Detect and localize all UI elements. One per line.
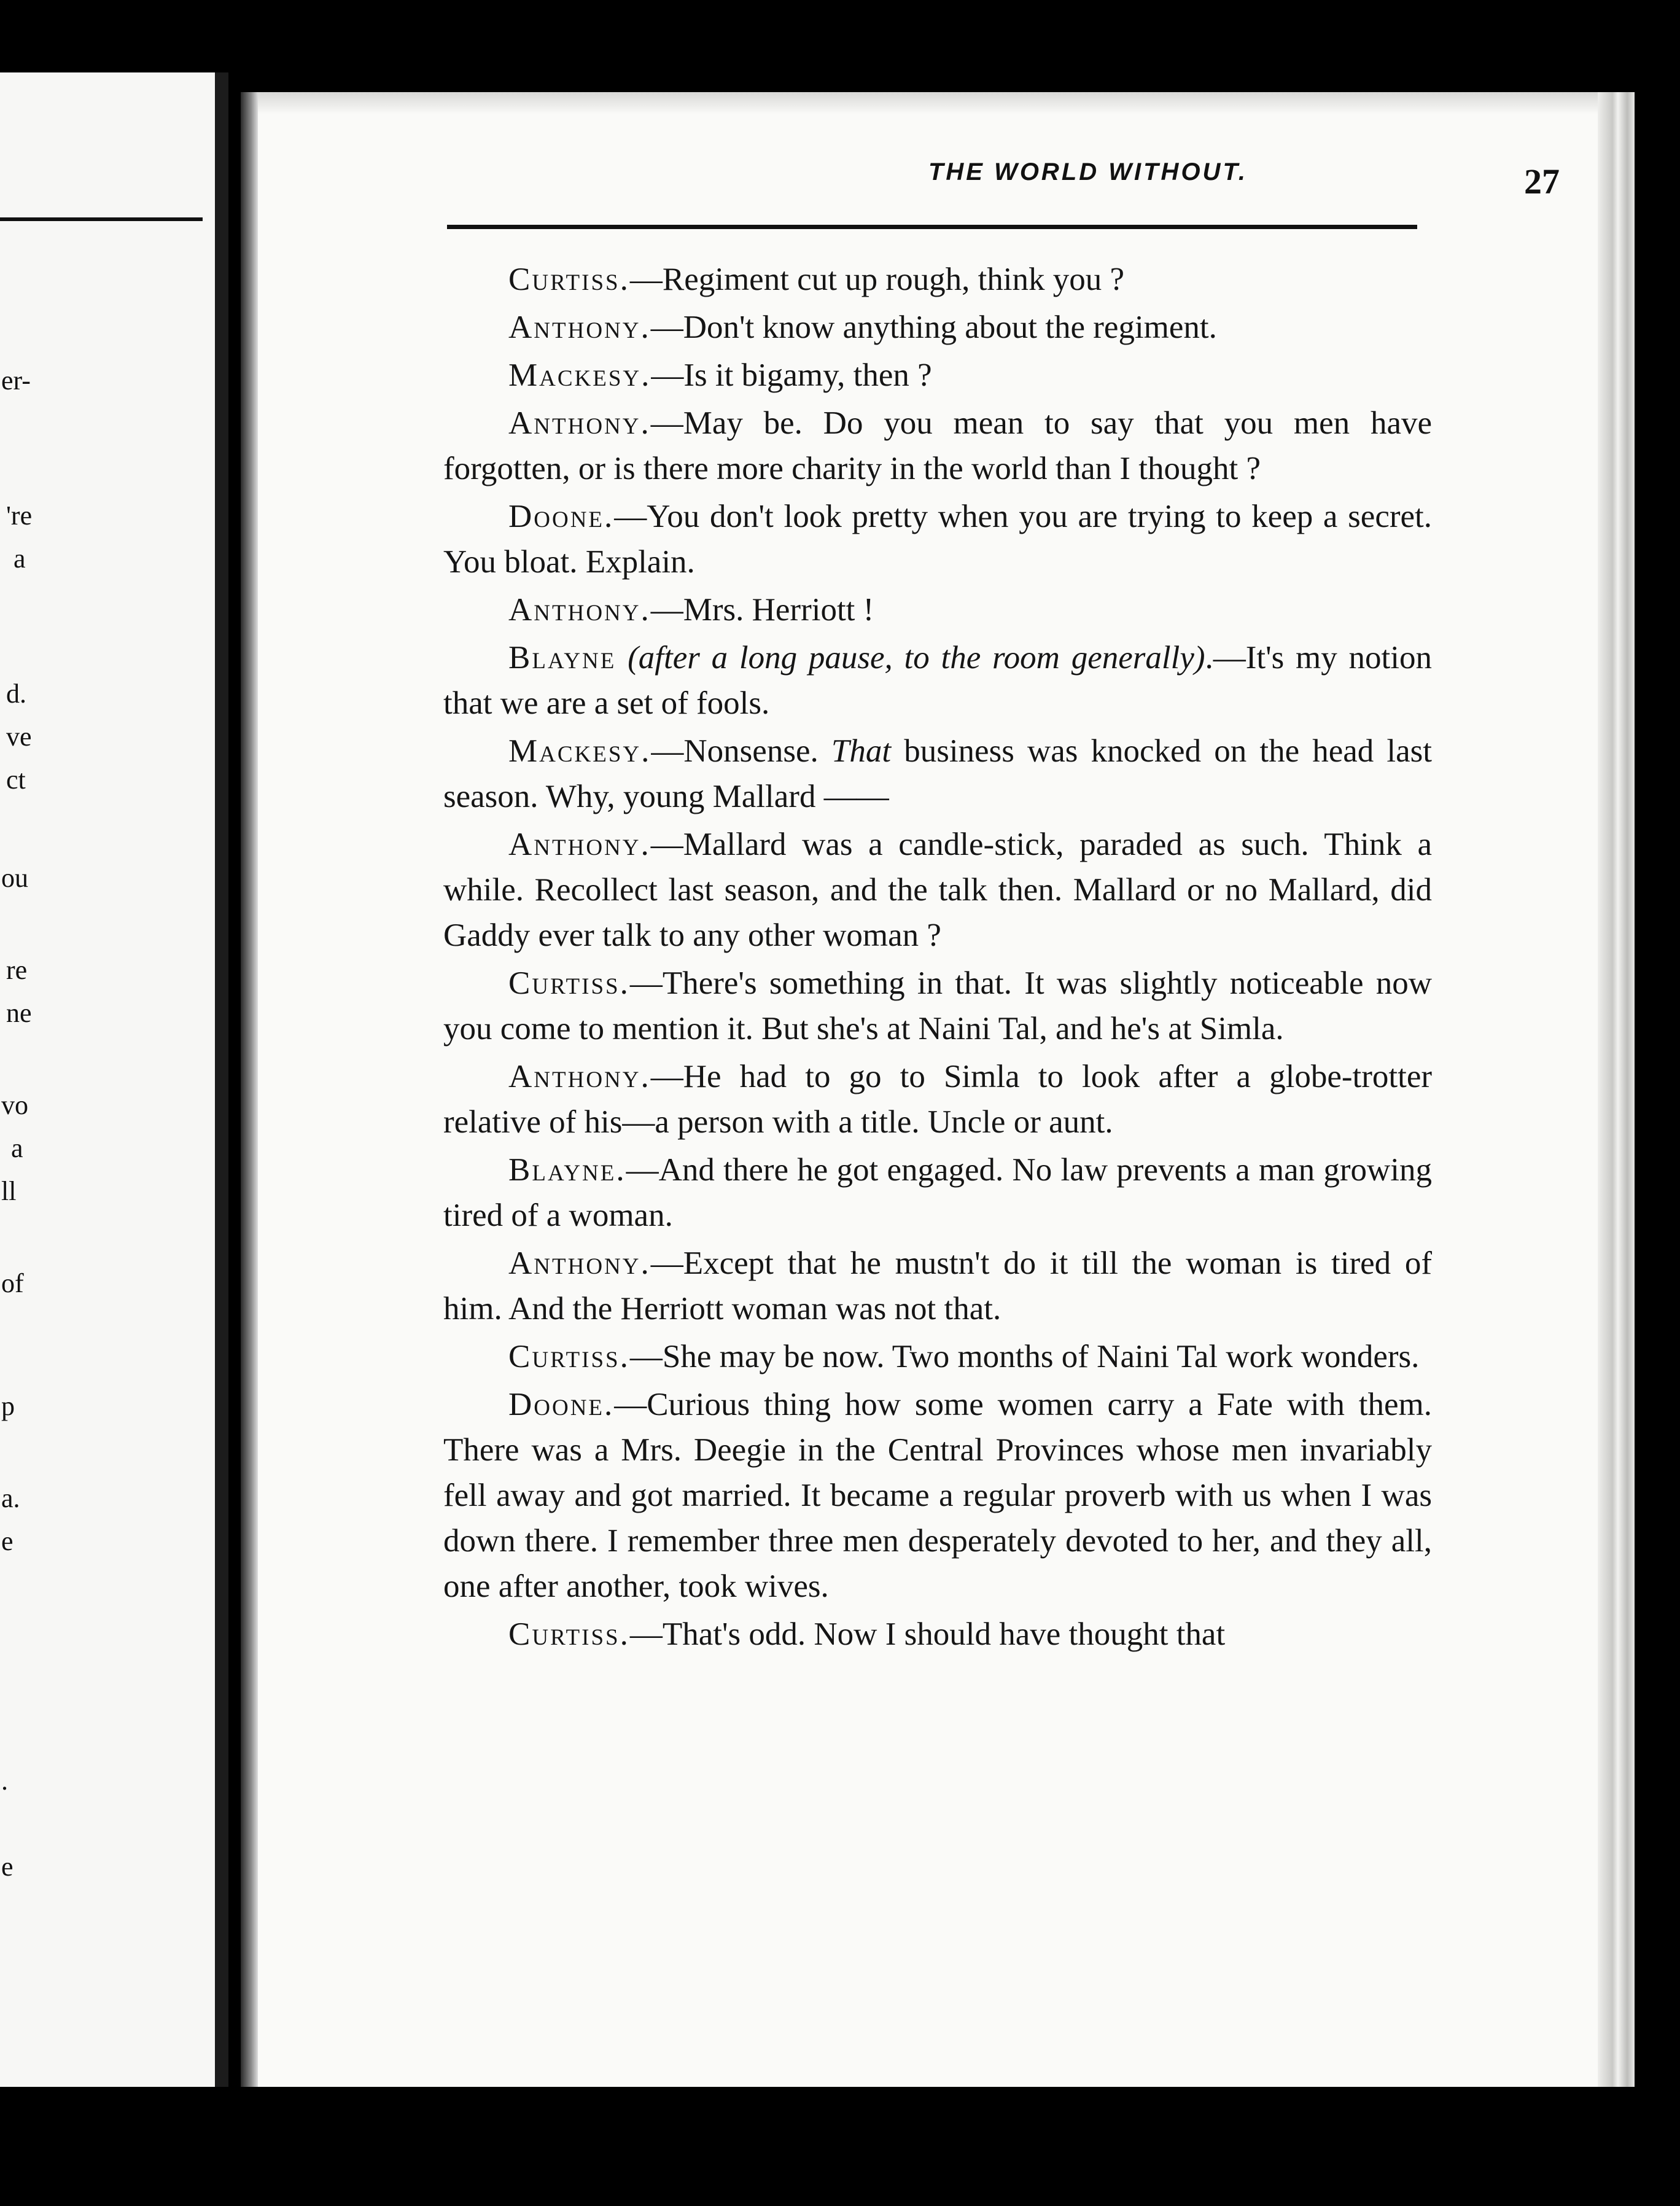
book-page [241,92,1635,2087]
facing-page-fragment: 're [6,501,33,531]
dialogue-paragraph [443,494,1432,585]
speaker-name: Curtiss. [508,262,630,297]
header-rule [447,225,1417,229]
page-number: 27 [1524,162,1560,201]
facing-page-fragment: ct [6,765,26,795]
dialogue-text: —And there he got engaged. No law prevents a man growing tired of a woman. [443,1152,1432,1233]
speaker-name: Anthony. [508,405,651,441]
dialogue-paragraph [443,822,1432,958]
speaker-name: Doone. [508,1387,615,1422]
facing-page-fragment: vo [1,1090,28,1120]
dialogue-text: —Don't know anything about the regiment. [650,310,1217,345]
dialogue-text: —Is it bigamy, then ? [651,357,932,393]
dialogue-paragraph [443,1241,1432,1331]
page-gutter-shadow [241,92,258,2087]
facing-page-fragment: ne [6,998,32,1028]
emphasis-text: That [831,733,892,769]
dialogue-paragraph [443,305,1432,350]
page-edge-stack [1598,92,1635,2087]
facing-page-fragment: a [14,544,26,574]
dialogue-text: —May be. Do you mean to say that you men have forgotten, or is there more charity in the world than I thought ? [443,405,1432,486]
speaker-name: Anthony. [508,310,651,345]
speaker-name: Doone. [508,499,615,534]
speaker-name: Blayne. [508,1152,626,1188]
page-body [443,257,1432,1659]
dialogue-text: business was knocked on the head last season. Why, young Mallard —— [443,733,1433,814]
dialogue-text: —Mrs. Herriott ! [650,592,874,628]
dialogue-paragraph [443,635,1432,726]
dialogue-paragraph [443,1147,1432,1238]
speaker-name: Anthony. [508,1245,651,1281]
facing-page-fragment: ll [1,1176,17,1206]
facing-page-fragment: e [1,1526,14,1556]
dialogue-text: —There's something in that. It was slightly noticeable now you come to mention it. But she's at Naini Tal, and he's at Simla. [443,965,1432,1046]
facing-page [0,72,228,2087]
facing-page-fragment: . [1,1766,8,1796]
dialogue-text: —Except that he mustn't do it till the woman is tired of him. And the Herriott woman was not that. [443,1245,1432,1327]
speaker-name: Mackesy. [508,357,651,393]
dialogue-text: —You don't look pretty when you are trying to keep a secret. You bloat. Explain. [443,499,1432,580]
dialogue-paragraph [443,400,1432,491]
facing-page-fragment: d. [6,679,26,709]
dialogue-text: —She may be now. Two months of Naini Tal work wonders. [629,1339,1420,1374]
dialogue-text: —He had to go to Simla to look after a globe-trotter relative of his—a person with a title. Uncle or aunt. [443,1059,1432,1140]
speaker-name: Anthony. [508,827,651,862]
facing-page-fragment: e [1,1852,14,1882]
page-top-shadow [258,92,1598,114]
dialogue-text: —Regiment cut up rough, think you ? [629,262,1125,297]
dialogue-text: —Curious thing how some women carry a Fate with them. There was a Mrs. Deegie in the Central Provinces whose men invariably fell away and got married. It became a regular proverb with us when I was down there. I remember three men desperately devoted to her, and they all, one after another, took wives. [443,1387,1432,1604]
dialogue-paragraph [443,728,1432,819]
speaker-name: Curtiss. [508,1616,630,1652]
facing-page-rule [0,217,203,221]
facing-page-fragment: re [6,955,28,985]
facing-page-fragment: a. [1,1483,20,1513]
facing-page-fragment: a [11,1133,23,1163]
dialogue-paragraph [443,1334,1432,1379]
speaker-name: Anthony. [508,592,651,628]
dialogue-paragraph [443,1054,1432,1145]
facing-page-fragment: of [1,1268,24,1298]
dialogue-paragraph [443,1382,1432,1609]
dialogue-paragraph [443,1612,1432,1657]
facing-page-fragment: ou [1,863,28,893]
dialogue-paragraph [443,961,1432,1051]
dialogue-text: —Mallard was a candle-stick, paraded as such. Think a while. Recollect last season, and the talk then. Mallard or no Mallard, did Gaddy ever talk to any other woman ? [443,827,1432,953]
facing-page-fragment: p [1,1391,15,1421]
speaker-name: Curtiss. [508,1339,630,1374]
running-head: THE WORLD WITHOUT. [928,158,1248,185]
dialogue-paragraph [443,353,1432,398]
speaker-name: Mackesy. [508,733,651,769]
dialogue-text: —Nonsense. [651,733,831,769]
stage-direction: (after a long pause, to the room generally) [628,640,1205,676]
speaker-name: Curtiss. [508,965,630,1001]
facing-page-fragment: er- [1,365,31,396]
dialogue-paragraph [443,257,1432,302]
dialogue-text: .—It's my notion that we are a set of fools. [443,640,1432,721]
dialogue-text: —That's odd. Now I should have thought that [629,1616,1226,1652]
dialogue-paragraph [443,587,1432,633]
speaker-name: Anthony. [508,1059,651,1094]
speaker-name: Blayne [508,640,616,676]
facing-page-fragment: ve [6,722,32,752]
